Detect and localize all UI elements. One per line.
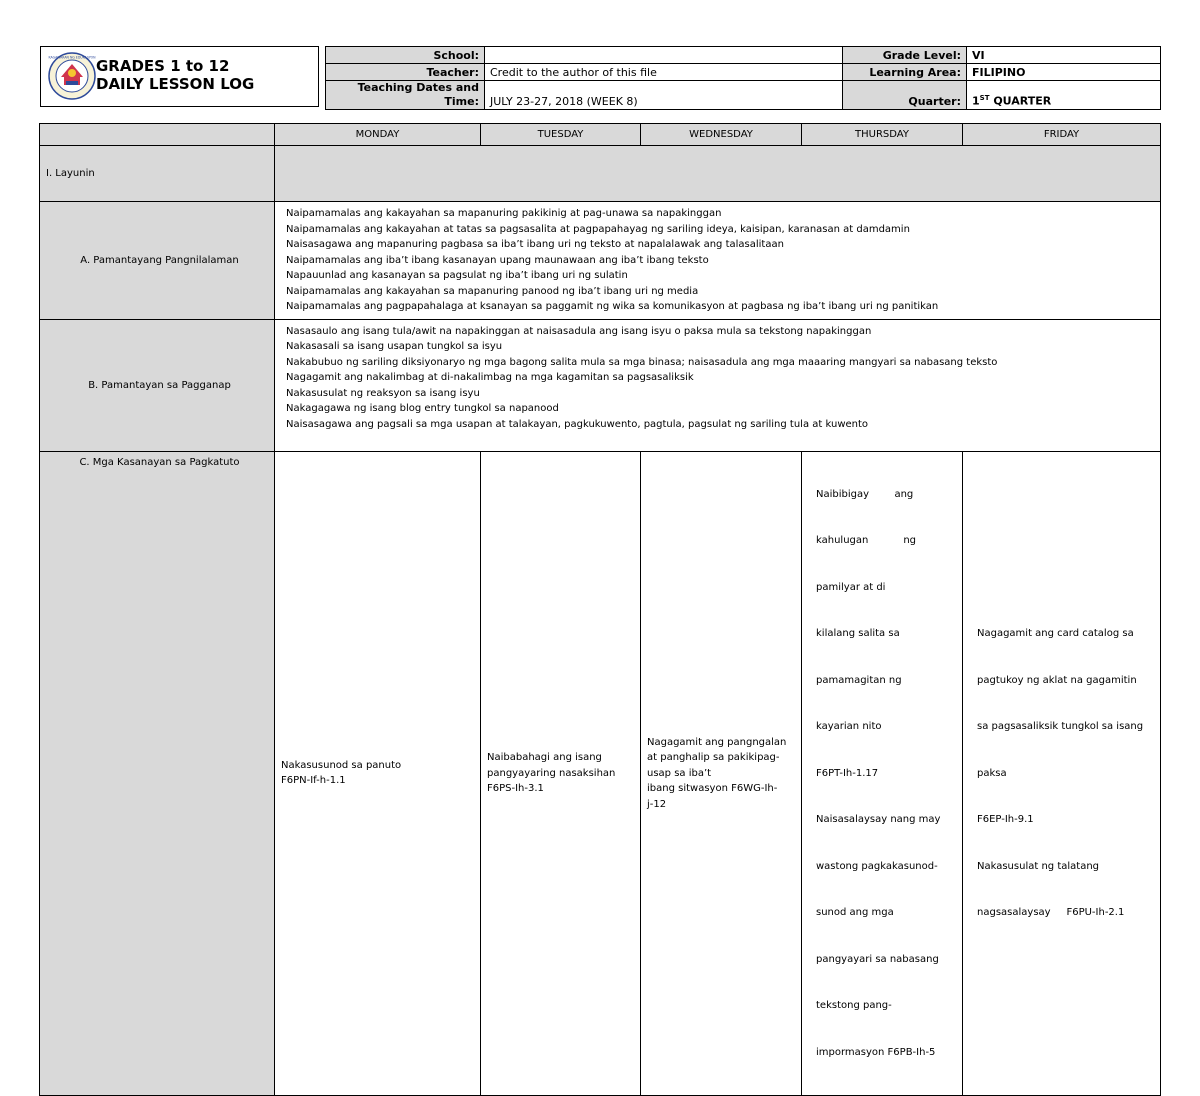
teaching-dates-label-line1: Teaching Dates and: [357, 81, 479, 94]
competency-line: Nakasusulat ng talatang: [977, 860, 1100, 872]
title-line-2: DAILY LESSON LOG: [96, 75, 255, 93]
pamantayang-pangnilalaman-row: [40, 202, 1161, 320]
performance-standard-line: Nakagagawa ng isang blog entry tungkol sa napanood: [286, 403, 559, 414]
performance-standard-line: Naisasagawa ang pagsali sa mga usapan at talakayan, pagkukuwento, pagtula, pagsulat ng sariling tula at kuwento: [286, 418, 869, 430]
competency-line: sa pagsasaliksik tungkol sa isang: [977, 721, 1144, 732]
grade-level-field[interactable]: VI: [967, 47, 1161, 64]
competency-line: tekstong pang-: [816, 1000, 892, 1011]
quarter-text: QUARTER: [989, 95, 1052, 108]
deped-seal-icon: [47, 51, 97, 101]
school-label: School:: [326, 47, 485, 64]
teaching-dates-field[interactable]: JULY 23-27, 2018 (WEEK 8): [485, 81, 843, 110]
performance-standard-line: Nakasusulat ng reaksyon sa isang isyu: [286, 387, 480, 399]
day-header-monday: MONDAY: [275, 124, 481, 146]
competency-line: Naibibigay ang: [816, 488, 914, 500]
kasanayan-wednesday-cell: [641, 451, 802, 1096]
performance-standard-line: Nakabubuo ng sariling diksiyonaryo ng mga bagong salita mula sa mga binasa; naisasadula ang mga maaaring mangyari sa nabasang teksto: [286, 356, 998, 368]
content-standard-line: Naipamamalas ang iba’t ibang kasanayan upang maunawaan ang iba’t ibang teksto: [286, 254, 709, 266]
quarter-number: 1: [972, 95, 980, 108]
header-title-box: [40, 46, 319, 107]
competency-line: j-12: [647, 798, 667, 810]
performance-standard-line: Nakasasali sa isang usapan tungkol sa isyu: [286, 341, 503, 352]
competency-line: Nagagamit ang pangngalan: [647, 736, 787, 748]
learning-area-field[interactable]: FILIPINO: [967, 64, 1161, 81]
competency-line: paksa: [977, 767, 1007, 779]
layunin-row: [40, 146, 1161, 202]
content-standard-line: Naipamamalas ang pagpapahalaga at ksanayan sa paggamit ng wika sa komunikasyon at pagbasa ng iba’t ibang uri ng panitikan: [286, 301, 939, 312]
school-field[interactable]: [485, 47, 843, 64]
kasanayan-friday-cell: [963, 451, 1161, 1096]
competency-code: F6PN-If-h-1.1: [281, 775, 346, 787]
competency-line: Nakasusunod sa panuto: [281, 759, 402, 771]
competency-line: pamamagitan ng: [816, 674, 902, 686]
performance-standard-line: Nagagamit ang nakalimbag at di-nakalimbag na mga kagamitan sa pagsasaliksik: [286, 372, 694, 383]
learning-area-label: Learning Area:: [843, 64, 967, 81]
quarter-field[interactable]: [967, 81, 1161, 110]
competency-line: pamilyar at di: [816, 581, 886, 593]
teacher-label: Teacher:: [326, 64, 485, 81]
competency-code: F6EP-Ih-9.1: [977, 814, 1034, 825]
layunin-label: I. Layunin: [40, 146, 275, 202]
lesson-log-table: [39, 123, 1161, 1096]
days-header-row: [40, 124, 1161, 146]
performance-standard-line: Nasasaulo ang isang tula/awit na napakinggan at naisasadula ang isang isyu o paksa mula sa tekstong napakinggan: [286, 325, 872, 337]
content-standard-line: Naisasagawa ang mapanuring pagbasa sa iba’t ibang uri ng teksto at napalalawak ang talasalitaan: [286, 239, 784, 250]
pamantayan-sa-pagganap-cell: [275, 319, 1161, 451]
kasanayan-thursday-cell: [802, 451, 963, 1096]
day-header-thursday: THURSDAY: [802, 124, 963, 146]
quarter-label: Quarter:: [843, 81, 967, 110]
competency-line: pangyayari sa nabasang: [816, 953, 939, 965]
page-title: [96, 57, 254, 93]
pamantayang-pangnilalaman-label: A. Pamantayang Pangnilalaman: [40, 202, 275, 320]
pamantayan-sa-pagganap-row: [40, 319, 1161, 451]
pamantayang-pangnilalaman-cell: [275, 202, 1161, 320]
competency-line: kilalang salita sa: [816, 628, 900, 639]
competency-line: usap sa iba’t: [647, 767, 712, 779]
competency-line: pagtukoy ng aklat na gagamitin: [977, 674, 1137, 686]
kasanayan-tuesday-cell: [481, 451, 641, 1096]
content-standard-line: Naipamamalas ang kakayahan at tatas sa pagsasalita at pagpapahayag ng sariling ideya, kaisipan, karanasan at damdamin: [286, 223, 910, 235]
quarter-superscript: ST: [979, 94, 990, 103]
day-header-wednesday: WEDNESDAY: [641, 124, 802, 146]
competency-line: wastong pagkakasunod-: [816, 860, 938, 872]
title-line-1: GRADES 1 to 12: [96, 57, 230, 75]
competency-line: pangyayaring nasaksihan: [487, 767, 616, 779]
day-header-friday: FRIDAY: [963, 124, 1161, 146]
kasanayan-monday-cell: [275, 451, 481, 1096]
teacher-field[interactable]: Credit to the author of this file: [485, 64, 843, 81]
pamantayan-sa-pagganap-label: B. Pamantayan sa Pagganap: [40, 319, 275, 451]
svg-text:KAGAWARAN NG EDUKASYON: KAGAWARAN NG EDUKASYON: [48, 55, 96, 60]
competency-line: sunod ang mga: [816, 907, 894, 918]
competency-line: Naibabahagi ang isang: [487, 752, 602, 763]
day-header-tuesday: TUESDAY: [481, 124, 641, 146]
content-standard-line: Napauunlad ang kasanayan sa pagsulat ng iba’t ibang uri ng sulatin: [286, 270, 628, 281]
competency-line: Nagagamit ang card catalog sa: [977, 628, 1134, 639]
kasanayan-label: C. Mga Kasanayan sa Pagkatuto: [40, 451, 275, 1096]
competency-line: at panghalip sa pakikipag-: [647, 752, 780, 763]
kasanayan-row: [40, 451, 1161, 1096]
layunin-cell: [275, 146, 1161, 202]
grade-level-label: Grade Level:: [843, 47, 967, 64]
competency-line: Naisasalaysay nang may: [816, 814, 941, 825]
competency-line: nagsasalaysay F6PU-Ih-2.1: [977, 907, 1125, 918]
competency-line: kahulugan ng: [816, 535, 916, 546]
info-table: [325, 46, 1161, 110]
teaching-dates-label: [326, 81, 485, 110]
competency-code: F6PT-Ih-1.17: [816, 767, 879, 779]
competency-code: F6PS-Ih-3.1: [487, 783, 544, 794]
competency-line: ibang sitwasyon F6WG-Ih-: [647, 783, 778, 794]
competency-line: kayarian nito: [816, 721, 882, 732]
content-standard-line: Naipamamalas ang kakayahan sa mapanuring panood ng iba’t ibang uri ng media: [286, 285, 699, 297]
competency-line: impormasyon F6PB-Ih-5: [816, 1046, 936, 1058]
content-standard-line: Naipamamalas ang kakayahan sa mapanuring pakikinig at pag-unawa sa napakinggan: [286, 208, 722, 219]
teaching-dates-label-line2: Time:: [444, 95, 479, 108]
corner-cell: [40, 124, 275, 146]
